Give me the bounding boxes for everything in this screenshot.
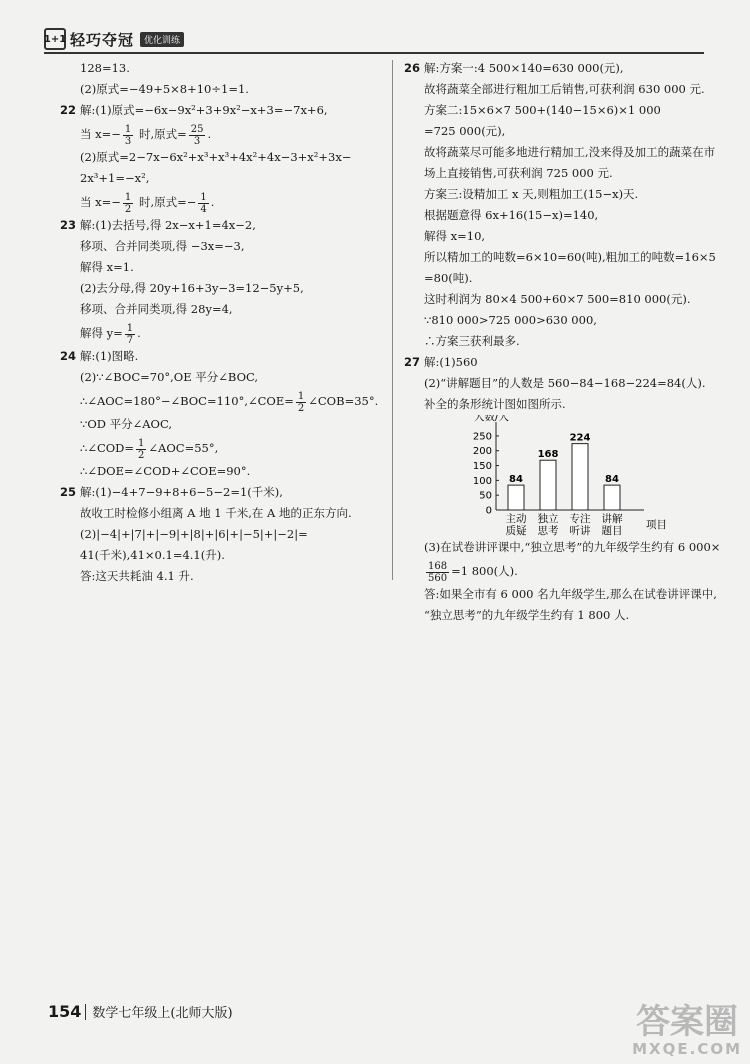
text-run: 解:(1)图略.: [80, 349, 139, 363]
category-label: 题目: [601, 525, 623, 537]
text-run: .: [210, 195, 215, 209]
text-run: ∴方案三获利最多.: [424, 334, 520, 348]
text-line: [404, 163, 704, 184]
text-run: 时,原式=: [135, 127, 187, 141]
text-line: [60, 121, 385, 147]
text-line: [404, 394, 704, 415]
text-line: [60, 215, 385, 236]
text-run: 41(千米),41×0.1=4.1(升).: [80, 548, 225, 562]
text-line: [404, 373, 704, 394]
footer-separator: [85, 1004, 86, 1020]
category-label: 听讲: [569, 525, 591, 537]
bar-value-label: 84: [509, 474, 523, 486]
text-line: [60, 545, 385, 566]
text-line: [60, 566, 385, 587]
bar-chart-svg: [404, 415, 704, 537]
bar-value-label: 84: [605, 474, 619, 486]
header-rule: [44, 52, 704, 54]
right-bottom-text: [404, 537, 721, 626]
text-run: ∴∠DOE=∠COD+∠COE=90°.: [80, 464, 251, 478]
text-run: “独立思考”的九年级学生约有 1 800 人.: [424, 608, 630, 622]
bar-value-label: 168: [537, 449, 559, 461]
text-line: [60, 388, 385, 414]
text-run: (2)“讲解题目”的人数是 560−84−168−224=84(人).: [424, 376, 706, 390]
text-run: ∵810 000>725 000>630 000,: [424, 313, 597, 327]
text-run: =80(吨).: [424, 271, 473, 285]
fraction: [136, 438, 146, 461]
y-tick-label: 0: [485, 505, 492, 517]
fraction-numerator: 1: [124, 191, 132, 203]
text-line: [404, 268, 704, 289]
text-run: 当 x=−: [80, 127, 121, 141]
watermark: [632, 1004, 742, 1058]
text-line: [404, 310, 704, 331]
category-label: 专注: [569, 513, 591, 525]
bar: [604, 485, 620, 510]
text-run: .: [137, 326, 141, 340]
text-run: 解得 x=10,: [424, 229, 486, 243]
text-line: [60, 503, 385, 524]
y-tick-label: 200: [472, 446, 492, 458]
text-line: [404, 584, 717, 605]
fraction-numerator: 1: [138, 437, 145, 449]
text-run: 解:方案一:4 500×140=630 000(元),: [424, 61, 624, 75]
text-run: 当 x=−: [80, 195, 121, 209]
text-line: [404, 289, 704, 310]
text-run: =725 000(元),: [424, 124, 506, 138]
text-run: 答:如果全市有 6 000 名九年级学生,那么在试卷讲评课中,: [424, 587, 717, 601]
text-run: 方案二:15×6×7 500+(140−15×6)×1 000: [424, 103, 661, 117]
fraction-numerator: 1: [200, 191, 207, 203]
footer: [48, 1002, 233, 1021]
y-tick-label: 50: [479, 490, 492, 502]
fraction-numerator: 1: [124, 123, 132, 135]
bar-chart: [404, 415, 704, 537]
text-line: [404, 226, 704, 247]
fraction: [123, 124, 133, 147]
text-run: 所以精加工的吨数=6×10=60(吨),粗加工的吨数=16×5: [424, 250, 716, 264]
text-run: .: [207, 127, 212, 141]
text-run: 故将蔬菜全部进行粗加工后销售,可获利润 630 000 元.: [424, 82, 705, 96]
text-line: [60, 189, 385, 215]
brand-badge: 优化训练: [140, 32, 184, 47]
book-title: 数学七年级上(北师大版): [92, 1006, 233, 1021]
bar: [540, 460, 556, 510]
right-top-text: [404, 58, 716, 415]
text-run: 解得 y=: [80, 326, 123, 340]
y-tick-label: 100: [472, 475, 492, 487]
text-run: (2)∵∠BOC=70°,OE 平分∠BOC,: [80, 370, 259, 384]
text-run: 解:(1)560: [424, 355, 478, 369]
category-label: 思考: [537, 525, 559, 537]
text-line: [60, 414, 385, 435]
fraction: [296, 391, 306, 414]
fraction-denominator: 7: [126, 334, 134, 346]
text-run: ∴∠COD=: [80, 441, 135, 455]
text-line: [404, 121, 704, 142]
text-line: [404, 184, 704, 205]
bar: [508, 485, 524, 510]
text-line: [60, 299, 385, 320]
fraction: [426, 561, 449, 584]
brand-title: 轻巧夺冠: [70, 30, 135, 49]
text-run: 解:(1)原式=−6x−9x²+3+9x²−x+3=−7x+6,: [80, 103, 328, 117]
fraction: [123, 192, 133, 215]
text-run: 解:(1)去括号,得 2x−x+1=4x−2,: [80, 218, 256, 232]
text-line: [404, 58, 704, 79]
question-number: 26: [404, 61, 421, 75]
fraction-numerator: 1: [297, 390, 305, 402]
text-run: 补全的条形统计图如图所示.: [424, 397, 566, 411]
text-run: (2)原式=2−7x−6x²+x³+x³+4x²+4x−3+x²+3x−: [80, 150, 352, 164]
bar-value-label: 224: [569, 432, 591, 444]
text-line: [60, 236, 385, 257]
text-run: 故收工时检修小组离 A 地 1 千米,在 A 地的正东方向.: [80, 506, 352, 520]
text-line: [404, 100, 704, 121]
fraction: [189, 124, 206, 147]
x-axis-label: 项目: [646, 519, 667, 531]
text-line: [404, 205, 704, 226]
text-line: [60, 482, 385, 503]
fraction-denominator: 2: [138, 449, 145, 461]
fraction-denominator: 560: [428, 572, 448, 584]
question-number: 22: [60, 103, 77, 117]
category-label: 质疑: [505, 525, 527, 537]
text-line: [60, 147, 385, 168]
right-column: [404, 58, 721, 626]
column-divider: [392, 60, 393, 580]
question-number: 27: [404, 355, 421, 369]
text-run: 这时利润为 80×4 500+60×7 500=810 000(元).: [424, 292, 691, 306]
text-line: [60, 346, 385, 367]
fraction-denominator: 2: [124, 203, 132, 215]
text-run: ∠AOC=55°,: [148, 441, 219, 455]
text-line: [60, 257, 385, 278]
text-run: (2)原式=−49+5×8+10÷1=1.: [80, 82, 249, 96]
text-run: =1 800(人).: [451, 564, 518, 578]
text-run: (3)在试卷讲评课中,“独立思考”的九年级学生约有 6 000×: [424, 540, 721, 554]
text-line: [60, 320, 385, 346]
text-line: [60, 435, 385, 461]
text-line: [404, 142, 716, 163]
y-tick-label: 150: [472, 461, 492, 473]
fraction: [198, 192, 208, 215]
text-run: 方案三:设精加工 x 天,则粗加工(15−x)天.: [424, 187, 639, 201]
category-label: 独立: [537, 513, 559, 525]
fraction-numerator: 25: [190, 123, 204, 135]
text-run: 移项、合并同类项,得 28y=4,: [80, 302, 233, 316]
y-axis-label: 人数/人: [474, 415, 510, 423]
category-label: 讲解: [601, 513, 623, 525]
text-line: [60, 100, 385, 121]
question-number: 24: [60, 349, 77, 363]
question-number: 25: [60, 485, 77, 499]
fraction-numerator: 1: [126, 322, 134, 334]
text-line: [404, 558, 704, 584]
category-label: 主动: [505, 513, 527, 525]
text-run: 答:这天共耗油 4.1 升.: [80, 569, 194, 583]
watermark-url: MXQE.COM: [632, 1040, 742, 1058]
text-line: [60, 58, 385, 79]
text-run: 故将蔬菜尽可能多地进行精加工,没来得及加工的蔬菜在市: [424, 145, 716, 159]
page-number: 154: [48, 1002, 82, 1021]
text-line: [404, 605, 704, 626]
text-line: [60, 168, 385, 189]
text-run: 解得 x=1.: [80, 260, 134, 274]
text-run: 解:(1)−4+7−9+8+6−5−2=1(千米),: [80, 485, 283, 499]
text-line: [60, 524, 385, 545]
text-run: 128=13.: [80, 61, 130, 75]
brand-logo-icon: 1+1: [44, 28, 66, 50]
text-line: [60, 461, 385, 482]
text-run: 场上直接销售,可获利润 725 000 元.: [424, 166, 613, 180]
text-line: [404, 352, 704, 373]
bar: [572, 444, 588, 510]
text-line: [404, 537, 721, 558]
text-run: 时,原式=−: [135, 195, 197, 209]
text-run: 根据题意得 6x+16(15−x)=140,: [424, 208, 599, 222]
question-number: 23: [60, 218, 77, 232]
left-column: [60, 58, 385, 587]
text-run: 移项、合并同类项,得 −3x=−3,: [80, 239, 245, 253]
text-run: ∴∠AOC=180°−∠BOC=110°,∠COE=: [80, 394, 294, 408]
y-tick-label: 250: [472, 431, 492, 443]
fraction-numerator: 168: [428, 560, 448, 572]
text-line: [404, 331, 704, 352]
text-run: 2x³+1=−x²,: [80, 171, 150, 185]
text-line: [404, 247, 716, 268]
header: [44, 28, 184, 50]
text-run: (2)|−4|+|7|+|−9|+|8|+|6|+|−5|+|−2|=: [80, 527, 308, 541]
text-line: [60, 278, 385, 299]
fraction: [125, 323, 135, 346]
watermark-text: 答案圈: [636, 1002, 739, 1042]
fraction-denominator: 3: [124, 135, 132, 147]
fraction-denominator: 4: [200, 203, 207, 215]
text-line: [60, 79, 385, 100]
text-line: [60, 367, 385, 388]
text-line: [404, 79, 704, 100]
text-run: ∠COB=35°.: [308, 394, 379, 408]
fraction-denominator: 2: [297, 402, 305, 414]
text-run: (2)去分母,得 20y+16+3y−3=12−5y+5,: [80, 281, 304, 295]
text-run: ∵OD 平分∠AOC,: [80, 417, 173, 431]
fraction-denominator: 3: [193, 135, 201, 147]
